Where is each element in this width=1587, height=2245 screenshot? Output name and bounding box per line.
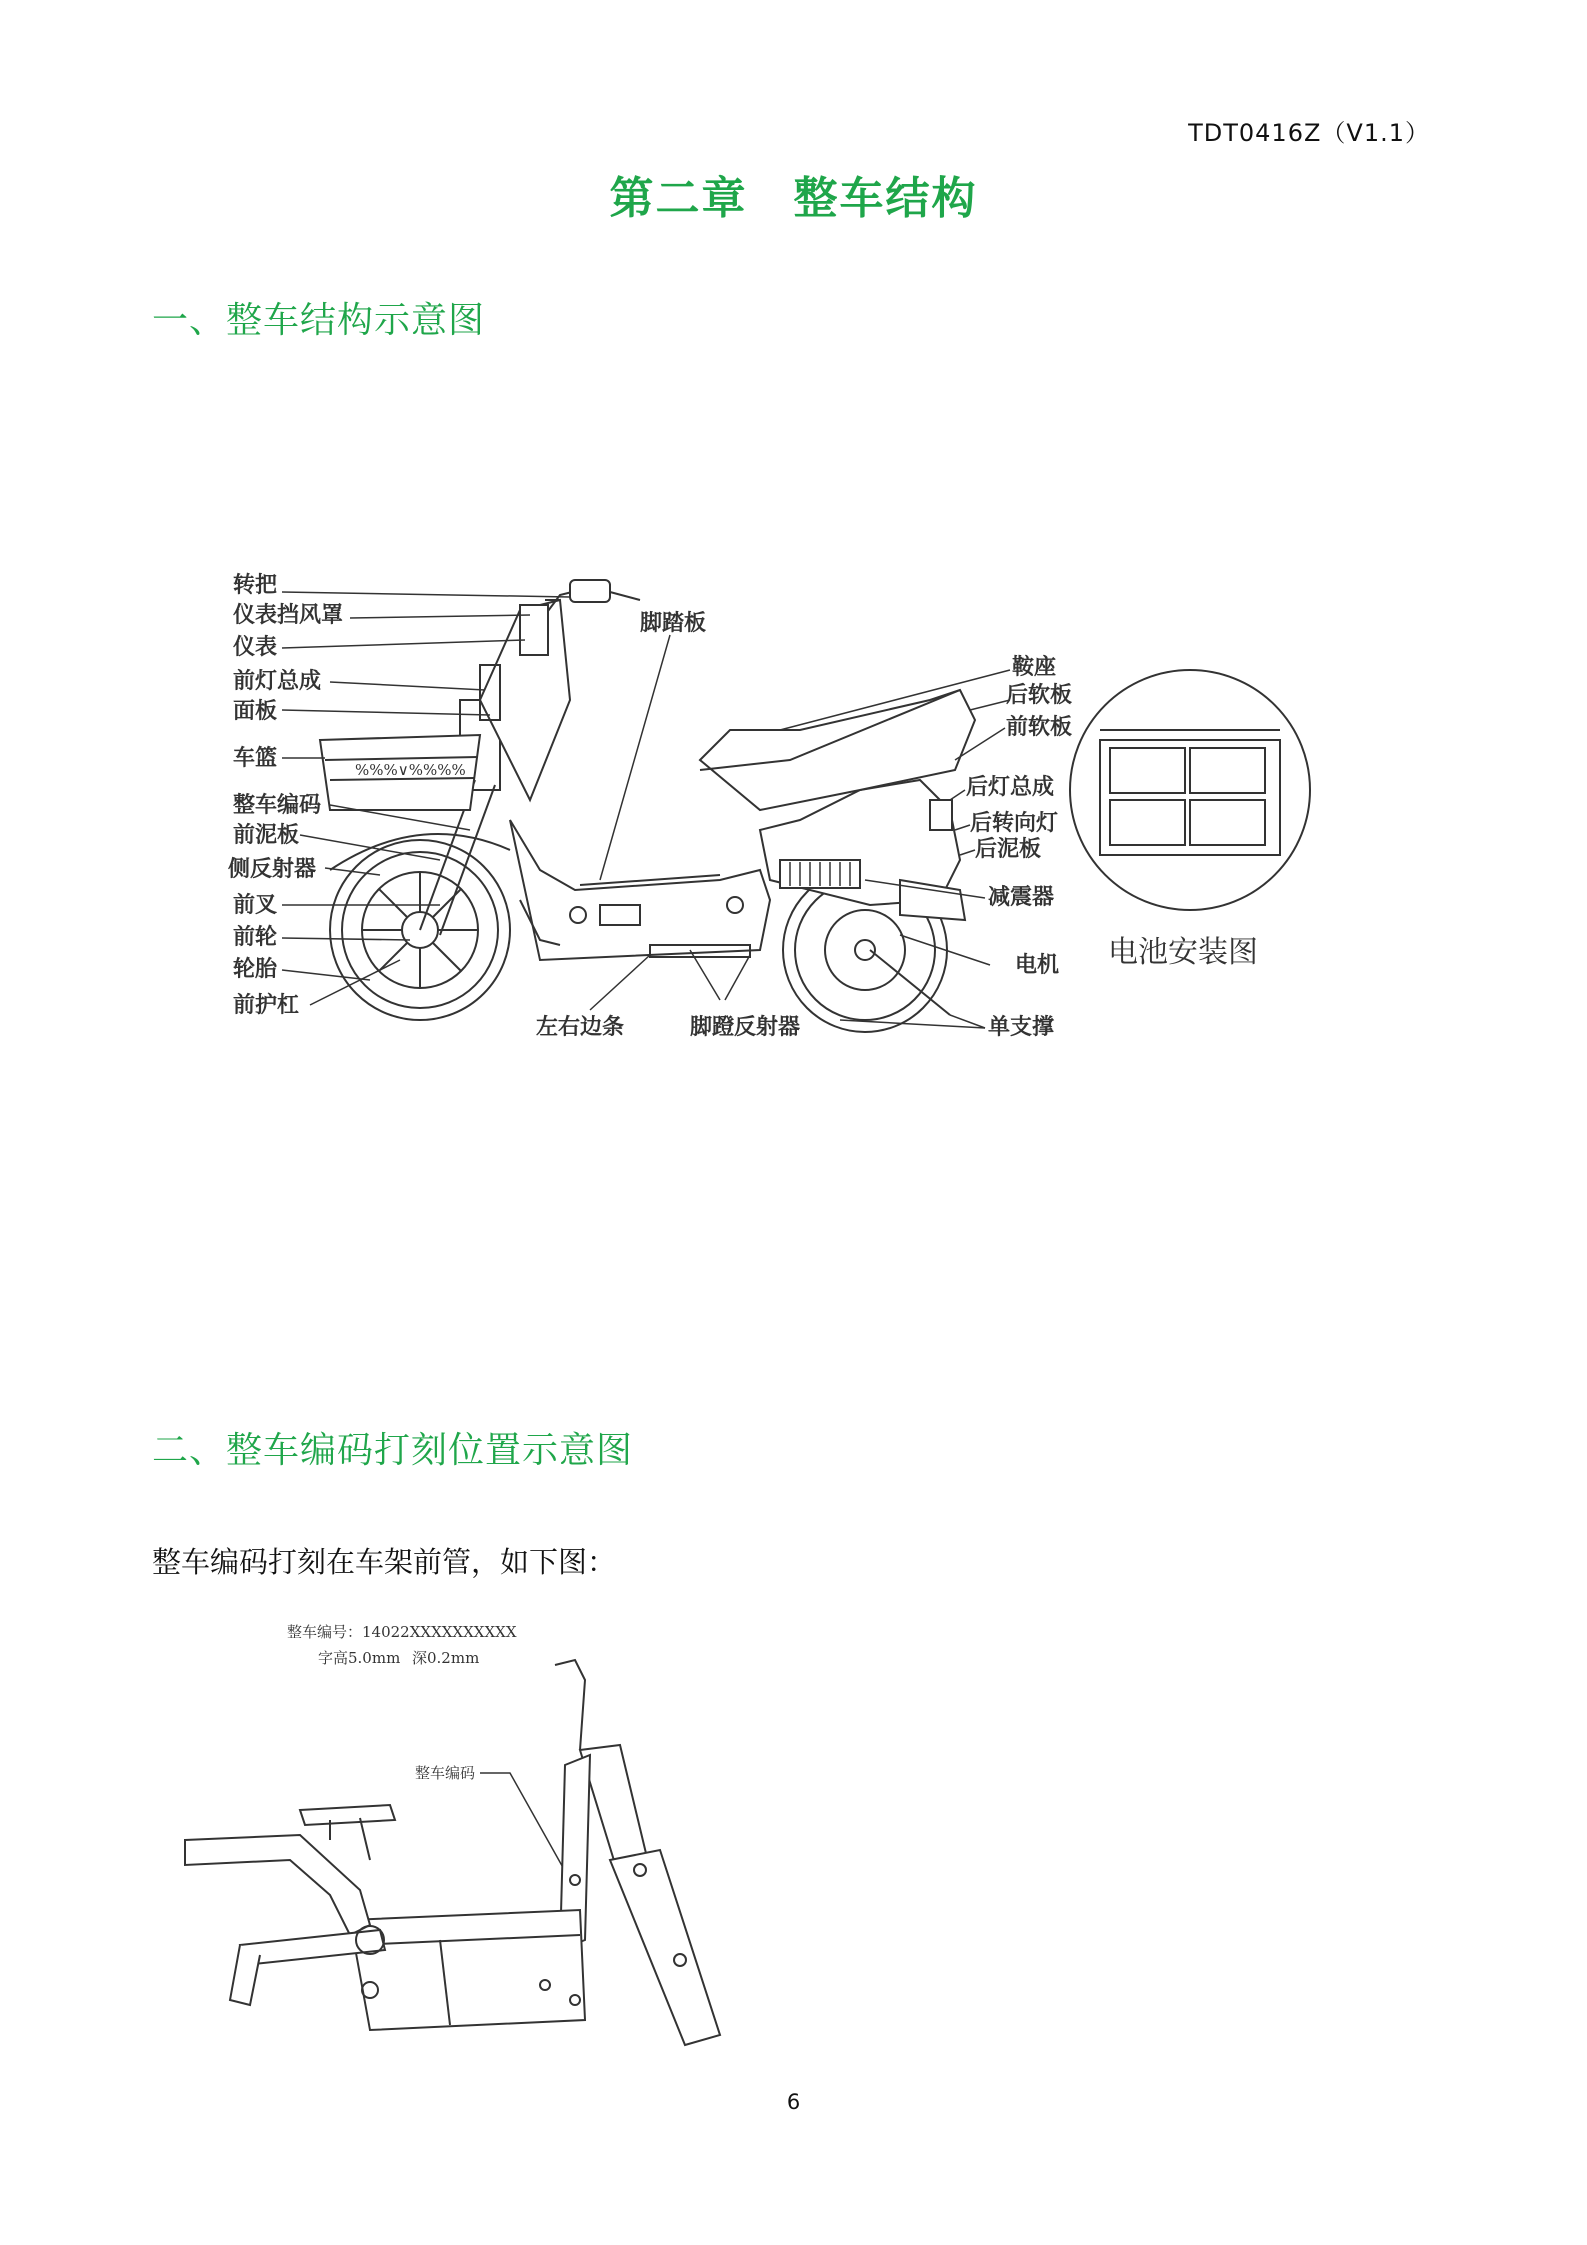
page-number: 6 xyxy=(786,2090,801,2114)
label-grip: 转把 xyxy=(233,573,278,598)
label-panel: 面板 xyxy=(233,699,278,724)
label-meter-visor: 仪表挡风罩 xyxy=(233,603,344,628)
label-pedal-reflector: 脚蹬反射器 xyxy=(690,1015,801,1040)
document-code: TDT0416Z（V1.1） xyxy=(1188,119,1430,147)
label-rear-fender: 后泥板 xyxy=(975,837,1042,862)
label-front-fork: 前叉 xyxy=(233,893,278,918)
label-rear-soft-board: 后软板 xyxy=(1006,683,1073,708)
label-meter: 仪表 xyxy=(233,635,278,660)
label-tire: 轮胎 xyxy=(233,957,278,982)
label-front-wheel: 前轮 xyxy=(233,925,278,950)
label-headlamp: 前灯总成 xyxy=(233,669,322,694)
label-basket: 车篮 xyxy=(233,746,278,771)
label-rear-turn-lamp: 后转向灯 xyxy=(970,811,1059,836)
chapter-title: 第二章 整车结构 xyxy=(609,173,978,224)
label-front-guard: 前护杠 xyxy=(233,993,300,1018)
label-taillamp: 后灯总成 xyxy=(966,775,1055,800)
section-2-title: 二、整车编码打刻位置示意图 xyxy=(152,1430,634,1471)
label-side-reflector: 侧反射器 xyxy=(228,857,317,882)
frame-annotation-depth: 深0.2mm xyxy=(412,1649,480,1667)
label-saddle: 鞍座 xyxy=(1012,655,1057,680)
battery-install-inset xyxy=(1070,670,1310,910)
label-motor: 电机 xyxy=(1015,953,1060,978)
frame-label-vin: 整车编码 xyxy=(415,1764,476,1782)
section-1-title: 一、整车结构示意图 xyxy=(152,300,486,341)
svg-text:%%%∨%%%%: %%%∨%%%% xyxy=(355,761,466,779)
label-footboard: 脚踏板 xyxy=(640,611,707,636)
label-kickstand: 单支撑 xyxy=(988,1015,1055,1040)
scooter-body-drawing xyxy=(510,820,770,960)
frame-annotation-vin: 整车编号：14022XXXXXXXXXX xyxy=(287,1623,517,1641)
label-battery-install: 电池安装图 xyxy=(1108,935,1258,970)
label-vin: 整车编码 xyxy=(233,793,322,818)
label-front-soft-board: 前软板 xyxy=(1006,715,1073,740)
label-shock: 减震器 xyxy=(988,885,1055,910)
label-side-strip: 左右边条 xyxy=(536,1015,625,1040)
frame-annotation-height: 字高5.0mm xyxy=(318,1649,401,1667)
label-front-fender: 前泥板 xyxy=(233,823,300,848)
section-2-intro: 整车编码打刻在车架前管，如下图： xyxy=(152,1545,617,1579)
